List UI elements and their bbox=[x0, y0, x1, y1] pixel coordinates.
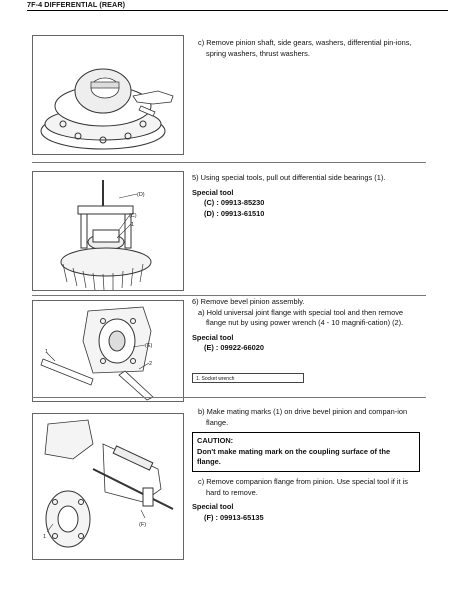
section2-step: 5) Using special tools, pull out differential side bearings (1). bbox=[192, 173, 386, 182]
section3-tool-e: (E) : 09922-66020 bbox=[204, 343, 264, 353]
section3-step: 6) Remove bevel pinion assembly. bbox=[192, 297, 305, 306]
section1-text bbox=[192, 38, 420, 59]
figure-differential-case bbox=[32, 35, 184, 155]
caution-text: Don't make mating mark on the coupling surface of the flange. bbox=[197, 446, 391, 467]
section2-text bbox=[192, 173, 420, 219]
section4-step-c: c) Remove companion flange from pinion. Use special tool if it is hard to remove. bbox=[198, 477, 408, 497]
figure3-label-1: 1 bbox=[45, 349, 49, 355]
section2-special-tool-label: Special tool bbox=[192, 187, 234, 197]
section2-tool-d: (D) : 09913-61510 bbox=[204, 208, 265, 218]
figure2-label-c: (C) bbox=[129, 213, 137, 219]
figure4-label-f: (F) bbox=[139, 522, 147, 528]
section2-tool-c: (C) : 09913-85230 bbox=[204, 198, 265, 208]
section3-text bbox=[192, 297, 420, 354]
section4-text-top bbox=[192, 407, 420, 428]
figure-bearing-puller bbox=[32, 171, 184, 291]
figure3-label-e: (E) bbox=[145, 343, 153, 349]
section4-text-bottom bbox=[192, 477, 420, 523]
section1-step-c: c) Remove pinion shaft, side gears, washers, differential pin-ions, spring washers, thrust washers. bbox=[198, 38, 412, 58]
differential-case-drawing bbox=[33, 36, 183, 154]
caution-box bbox=[192, 432, 420, 472]
header-rule bbox=[27, 10, 448, 11]
section3-legend-box: 1. Socket wrench bbox=[192, 373, 304, 383]
section3-special-tool-label: Special tool bbox=[192, 332, 234, 342]
flange-nut-removal-drawing bbox=[33, 301, 183, 401]
figure-companion-flange-removal bbox=[32, 413, 184, 560]
section4-special-tool-label: Special tool bbox=[192, 502, 234, 512]
caution-title: CAUTION: bbox=[197, 436, 234, 445]
figure2-label-d: (D) bbox=[137, 192, 145, 198]
section4-step-b: b) Make mating marks (1) on drive bevel pinion and compan-ion flange. bbox=[198, 407, 408, 427]
bearing-puller-drawing bbox=[33, 172, 183, 290]
section4-tool-f: (F) : 09913-65135 bbox=[204, 512, 264, 522]
figure2-label-1: 1 bbox=[131, 222, 135, 228]
companion-flange-removal-drawing bbox=[33, 414, 183, 559]
divider-2 bbox=[32, 295, 426, 296]
page-header: 7F-4 DIFFERENTIAL (REAR) bbox=[27, 0, 126, 9]
divider-1 bbox=[32, 162, 426, 163]
section3-step-a: a) Hold universal joint flange with special tool and then remove flange nut by using power wrench (4 - 10 magnifi-cation) (2). bbox=[198, 307, 404, 328]
divider-3 bbox=[32, 397, 426, 398]
figure4-label-1: 1 bbox=[43, 534, 47, 540]
figure3-label-2: 2 bbox=[149, 361, 153, 367]
figure-flange-nut-removal bbox=[32, 300, 184, 402]
